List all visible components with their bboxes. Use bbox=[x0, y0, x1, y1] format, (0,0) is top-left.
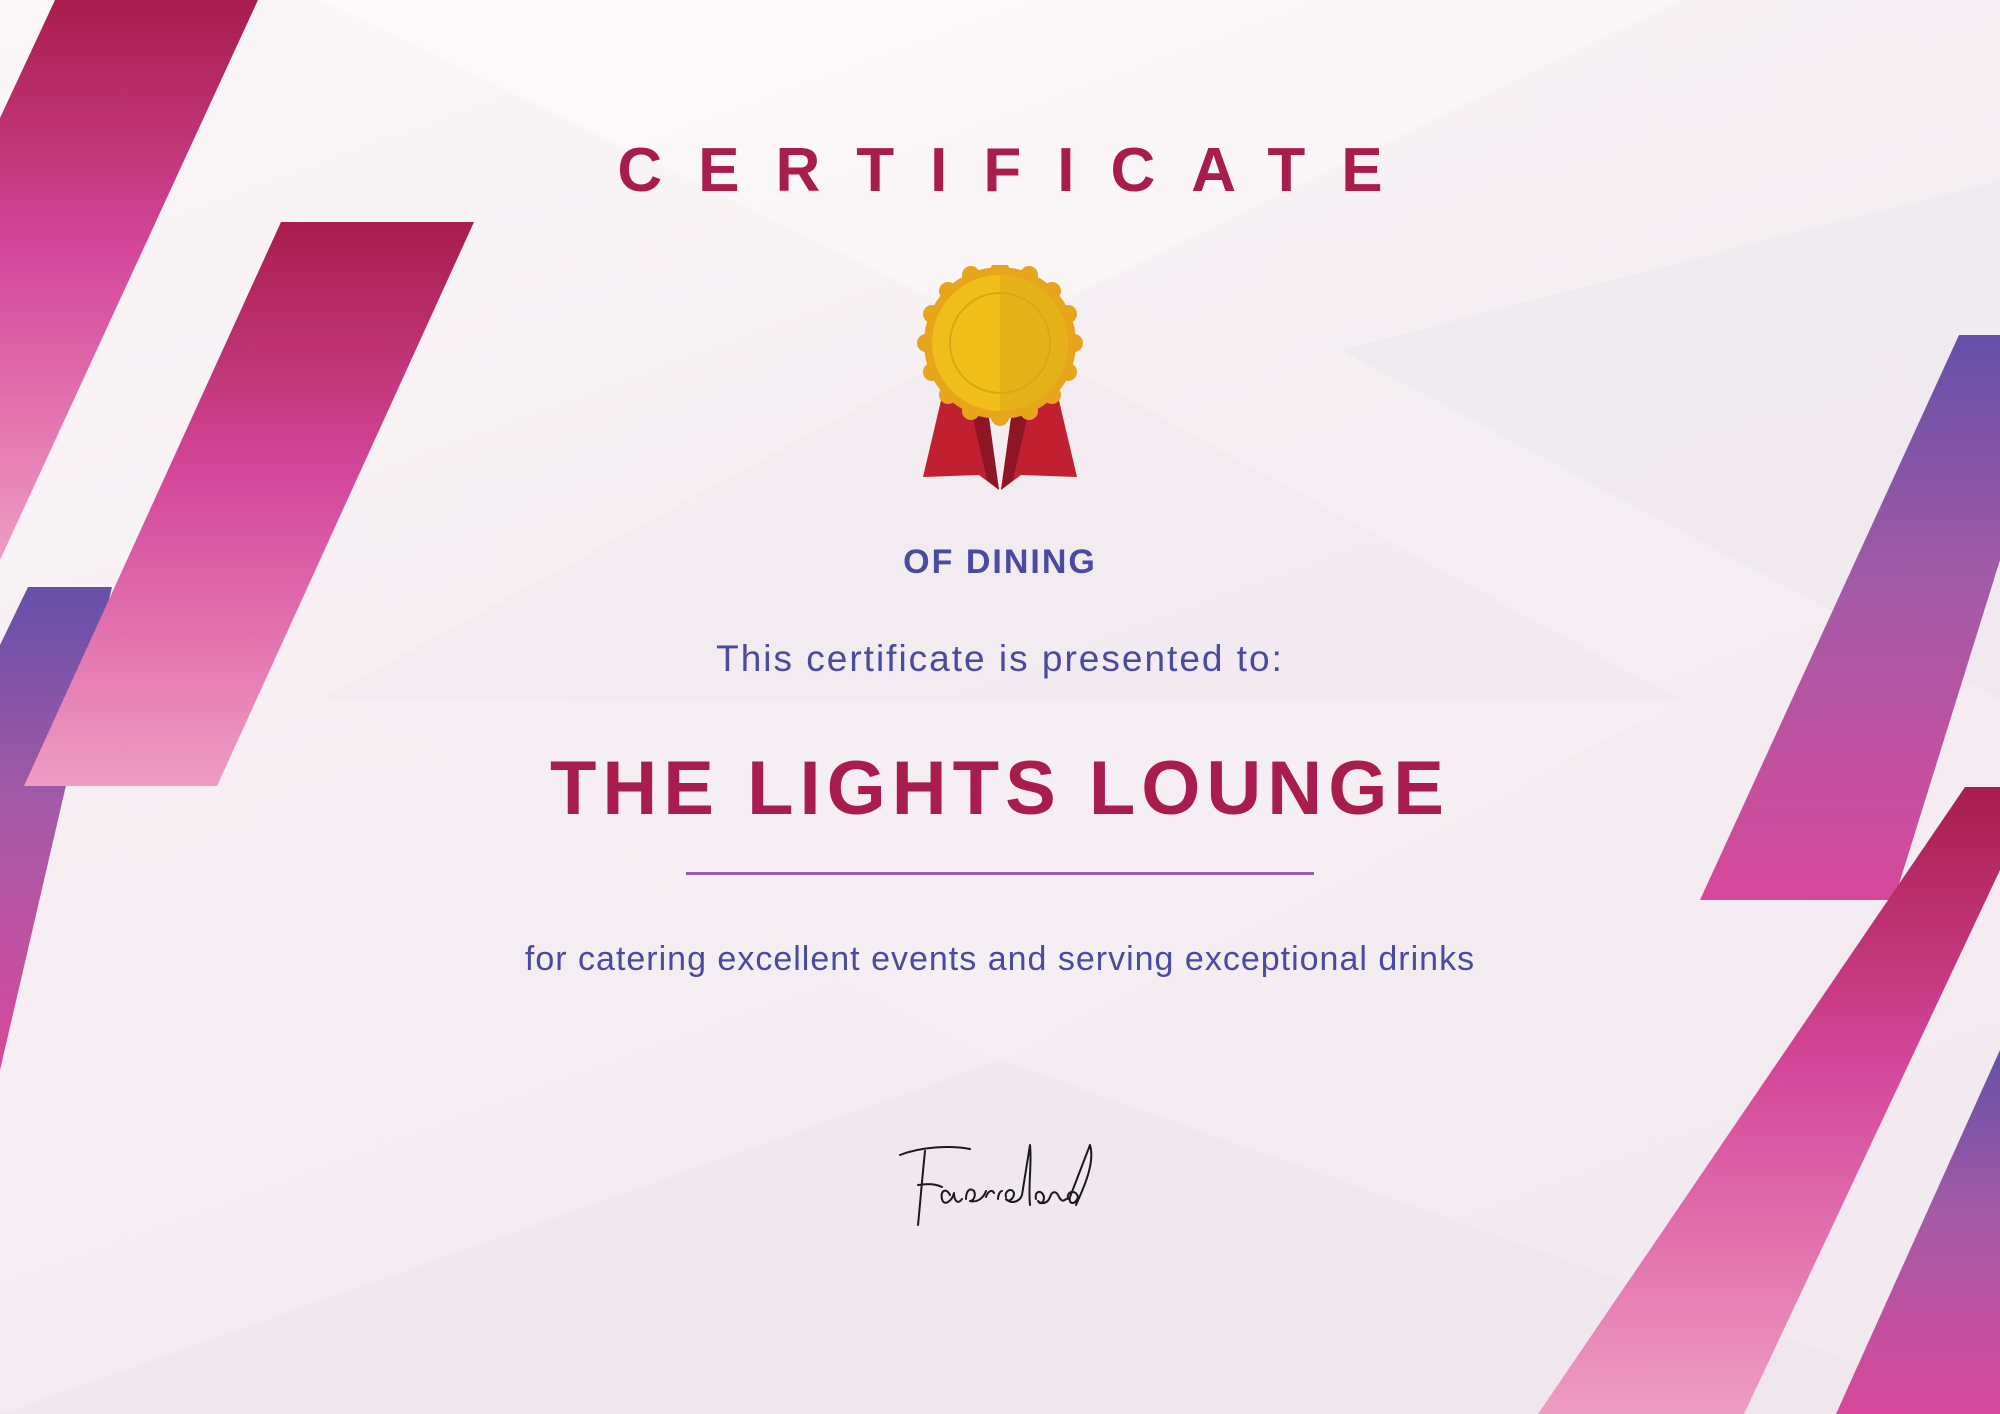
presented-to-line: This certificate is presented to: bbox=[716, 638, 1284, 679]
award-reason: for catering excellent events and serving exceptional drinks bbox=[524, 940, 1476, 978]
certificate-title: CERTIFICATE bbox=[617, 136, 1419, 205]
recipient-name: THE LIGHTS LOUNGE bbox=[550, 746, 1450, 831]
signature bbox=[880, 1125, 1110, 1245]
medal-icon bbox=[915, 265, 1085, 495]
certificate-subtitle: OF DINING bbox=[903, 543, 1097, 581]
divider-line bbox=[686, 872, 1314, 875]
